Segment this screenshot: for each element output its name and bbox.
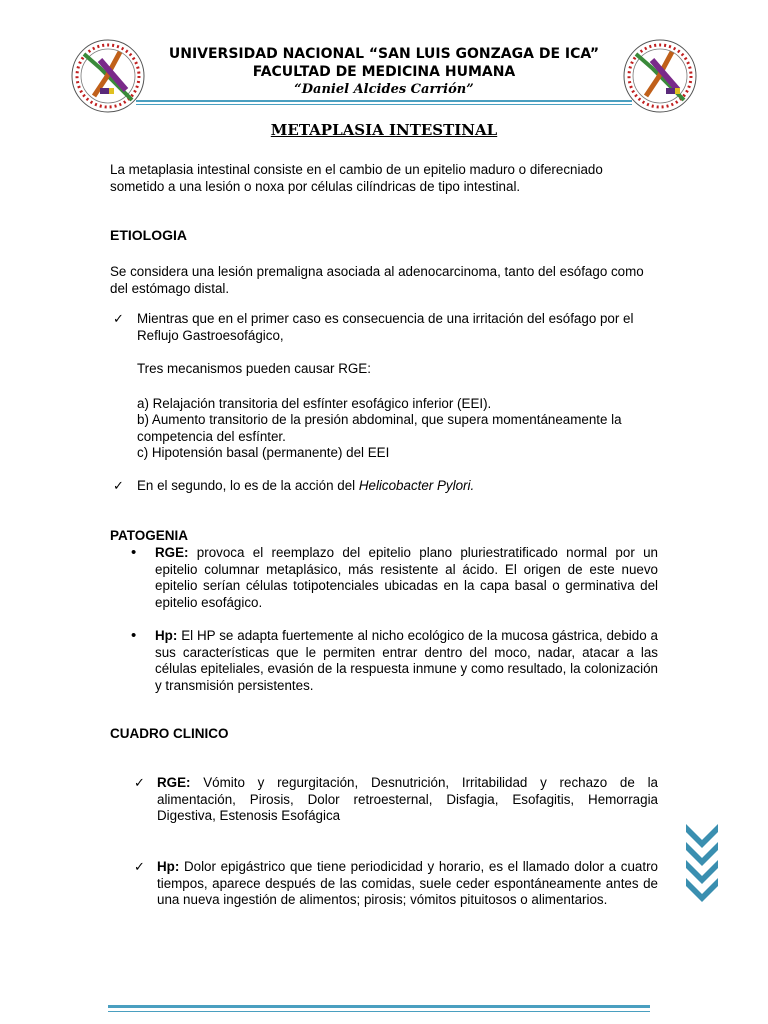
mechanism-c: c) Hipotensión basal (permanente) del EEI	[137, 445, 390, 460]
heading-patogenia: PATOGENIA	[110, 528, 189, 543]
mechanism-a: a) Relajación transitoria del esfínter esofágico inferior (EEI).	[137, 396, 492, 411]
mechanisms-intro: Tres mecanismos pueden causar RGE:	[137, 361, 371, 376]
check-icon: ✓	[134, 775, 145, 790]
intro-paragraph: La metaplasia intestinal consiste en el cambio de un epitelio maduro o diferecniado sometido a una lesión o noxa por células cilíndricas de tipo intestinal.	[110, 162, 603, 194]
header-rule-bottom	[136, 104, 632, 105]
document-title: METAPLASIA INTESTINAL	[270, 121, 498, 139]
mechanism-b: b) Aumento transitorio de la presión abdominal, que supera momentáneamente la competencia del esfínter.	[137, 412, 622, 444]
heading-etiologia: ETIOLOGIA	[110, 227, 187, 243]
cuadro-hp: Hp: Dolor epigástrico que tiene periodicidad y horario, es el llamado dolor a cuatro tiempos, aparece después de las comidas, suele ceder espontáneamente antes de una nueva ingestión de alimentos; pirosis; vómitos pituitosos o alimentarios.	[157, 859, 658, 907]
patogenia-hp: Hp: El HP se adapta fuertemente al nicho ecológico de la mucosa gástrica, debido a sus características que le permiten entrar dentro del moco, nadar, atacar a las células epiteliales, evasión de la respuesta inmune y como resultado, la colonización y transmisión persistentes.	[155, 628, 658, 693]
heading-cuadro-clinico: CUADRO CLINICO	[110, 726, 229, 741]
faculty-name: FACULTAD DE MEDICINA HUMANA	[252, 64, 516, 80]
header-rule-top	[136, 100, 632, 102]
bullet-icon: •	[131, 544, 137, 561]
footer-rule-bottom	[108, 1011, 650, 1012]
etiologia-check-2: En el segundo, lo es de la acción del Helicobacter Pylori.	[137, 478, 475, 493]
patogenia-rge: RGE: provoca el reemplazo del epitelio plano pluriestratificado normal por un epitelio columnar metaplásico, más resistente al ácido. El origen de este nuevo epitelio serían células totipotenciales ubicadas en la capa basal o germinativa del epitelio esofágico.	[155, 545, 658, 610]
check-icon: ✓	[113, 478, 124, 493]
chevron-down-icon	[684, 822, 720, 909]
university-name: UNIVERSIDAD NACIONAL “SAN LUIS GONZAGA DE ICA”	[168, 46, 600, 62]
etiologia-paragraph: Se considera una lesión premaligna asociada al adenocarcinoma, tanto del esófago como del estómago distal.	[110, 264, 644, 296]
dedication: “Daniel Alcides Carrión”	[294, 82, 474, 97]
etiologia-check-1: Mientras que en el primer caso es consecuencia de una irritación del esófago por el Reflujo Gastroesofágico,	[137, 311, 634, 343]
check-icon: ✓	[134, 859, 145, 874]
bullet-icon: •	[131, 627, 137, 644]
cuadro-rge: RGE: Vómito y regurgitación, Desnutrición, Irritabilidad y rechazo de la alimentación, Pirosis, Dolor retroesternal, Disfagia, Esofagitis, Hemorragia Digestiva, Estenosis Esofágica	[157, 775, 658, 823]
check-icon: ✓	[113, 311, 124, 326]
footer-rule-top	[108, 1005, 650, 1008]
